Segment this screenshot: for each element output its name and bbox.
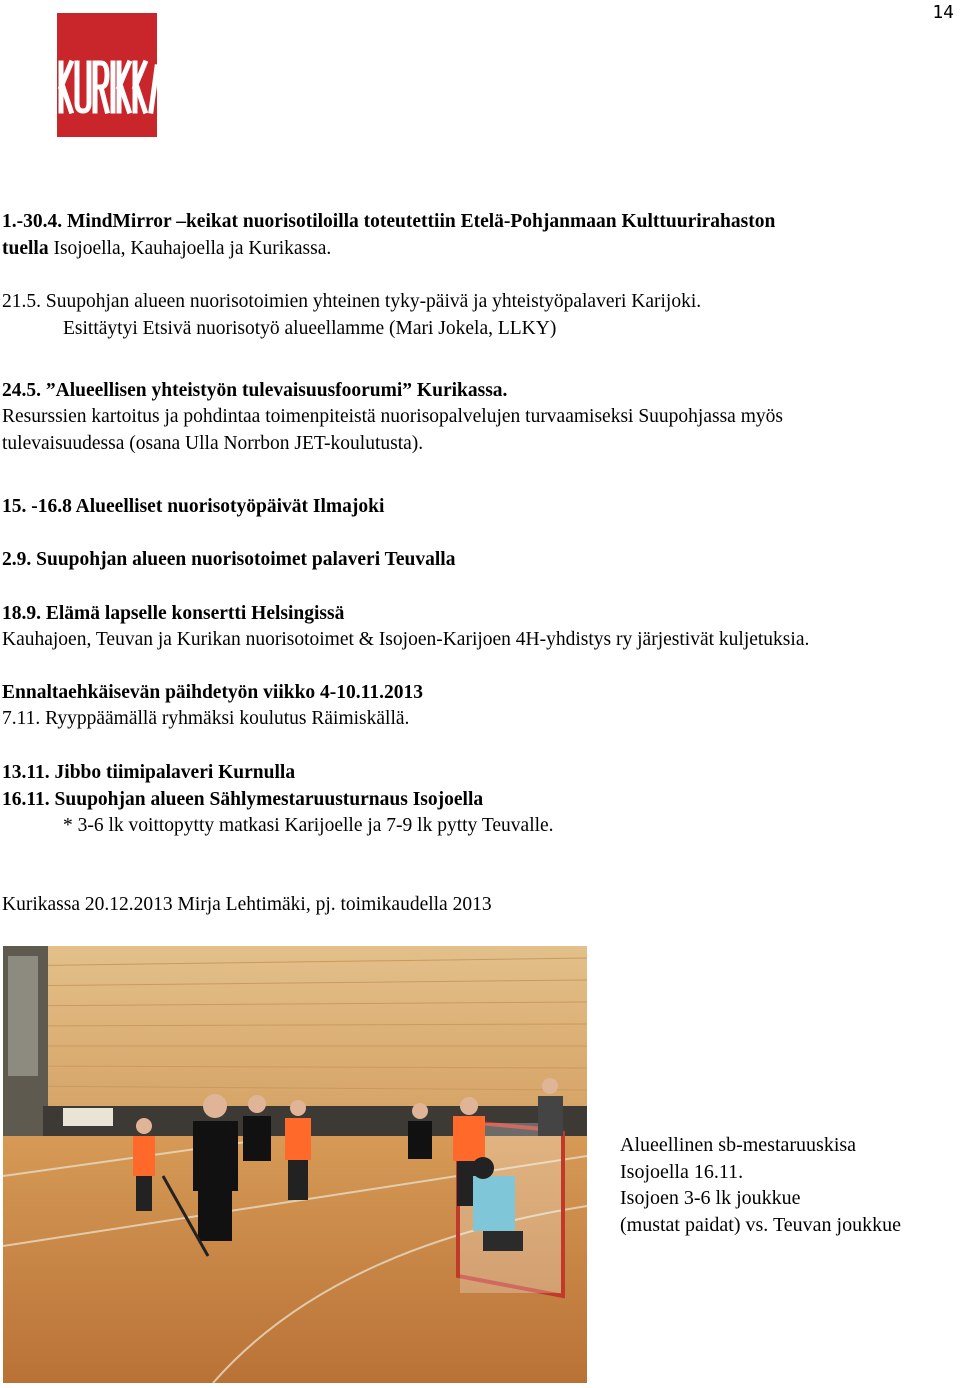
entry-mindmirror-line2 — [2, 238, 331, 260]
entry-mindmirror-line1: 1.-30.4. MindMirror –keikat nuorisotiloilla toteutettiin Etelä-Pohjanmaan Kulttuurirahaston — [2, 211, 776, 232]
caption-line1: Alueellinen sb-mestaruuskisa — [620, 1134, 857, 1156]
caption-line3: Isojoen 3-6 lk joukkue — [620, 1187, 801, 1209]
caption-line4: (mustat paidat) vs. Teuvan joukkue — [620, 1213, 901, 1236]
entry-mindmirror-rest: Isojoella, Kauhajoella ja Kurikassa. — [48, 238, 332, 259]
entry-paihdetyo-heading: Ennaltaehkäisevän päihdetyön viikko 4-10.11.2013 — [2, 682, 423, 703]
entry-sahly-heading: 16.11. Suupohjan alueen Sählymestaruusturnaus Isojoella — [2, 789, 484, 810]
entry-sahly-line2: * 3-6 lk voittopytty matkasi Karijoelle ja 7-9 lk pytty Teuvalle. — [63, 815, 554, 836]
kurikka-logo — [57, 13, 157, 137]
floorball-photo — [3, 946, 587, 1383]
entry-foorumi-heading: 24.5. ”Alueellisen yhteistyön tulevaisuusfoorumi” Kurikassa. — [2, 380, 508, 401]
entry-konsertti-line2: Kauhajoen, Teuvan ja Kurikan nuorisotoimet & Isojoen-Karijoen 4H-yhdistys ry järjestivät kuljetuksia. — [2, 629, 810, 650]
entry-palaveri-teuvalla: 2.9. Suupohjan alueen nuorisotoimet palaveri Teuvalla — [2, 549, 456, 570]
entry-nuorisotyopaivat: 15. -16.8 Alueelliset nuorisotyöpäivät Ilmajoki — [2, 496, 385, 517]
photo-caption — [620, 1132, 901, 1238]
entry-paihdetyo-line2: 7.11. Ryyppäämällä ryhmäksi koulutus Räimiskällä. — [2, 708, 410, 729]
entry-konsertti-heading: 18.9. Elämä lapselle konsertti Helsingissä — [2, 603, 345, 624]
entry-jibbo: 13.11. Jibbo tiimipalaveri Kurnulla — [2, 762, 296, 783]
page-number: 14 — [932, 2, 954, 23]
signature-line: Kurikassa 20.12.2013 Mirja Lehtimäki, pj. toimikaudella 2013 — [2, 894, 492, 915]
caption-line2: Isojoella 16.11. — [620, 1160, 744, 1183]
entry-tyky-line2: Esittäytyi Etsivä nuorisotyö alueellamme (Mari Jokela, LLKY) — [63, 318, 557, 339]
entry-mindmirror-bold: tuella — [2, 238, 49, 259]
entry-tyky-line1: 21.5. Suupohjan alueen nuorisotoimien yhteinen tyky-päivä ja yhteistyöpalaveri Karijoki. — [2, 291, 702, 312]
entry-foorumi-line2: Resurssien kartoitus ja pohdintaa toimenpiteistä nuorisopalvelujen turvaamiseksi Suupohjassa myös — [2, 406, 783, 427]
entry-foorumi-line3: tulevaisuudessa (osana Ulla Norrbon JET-koulutusta). — [2, 433, 424, 454]
